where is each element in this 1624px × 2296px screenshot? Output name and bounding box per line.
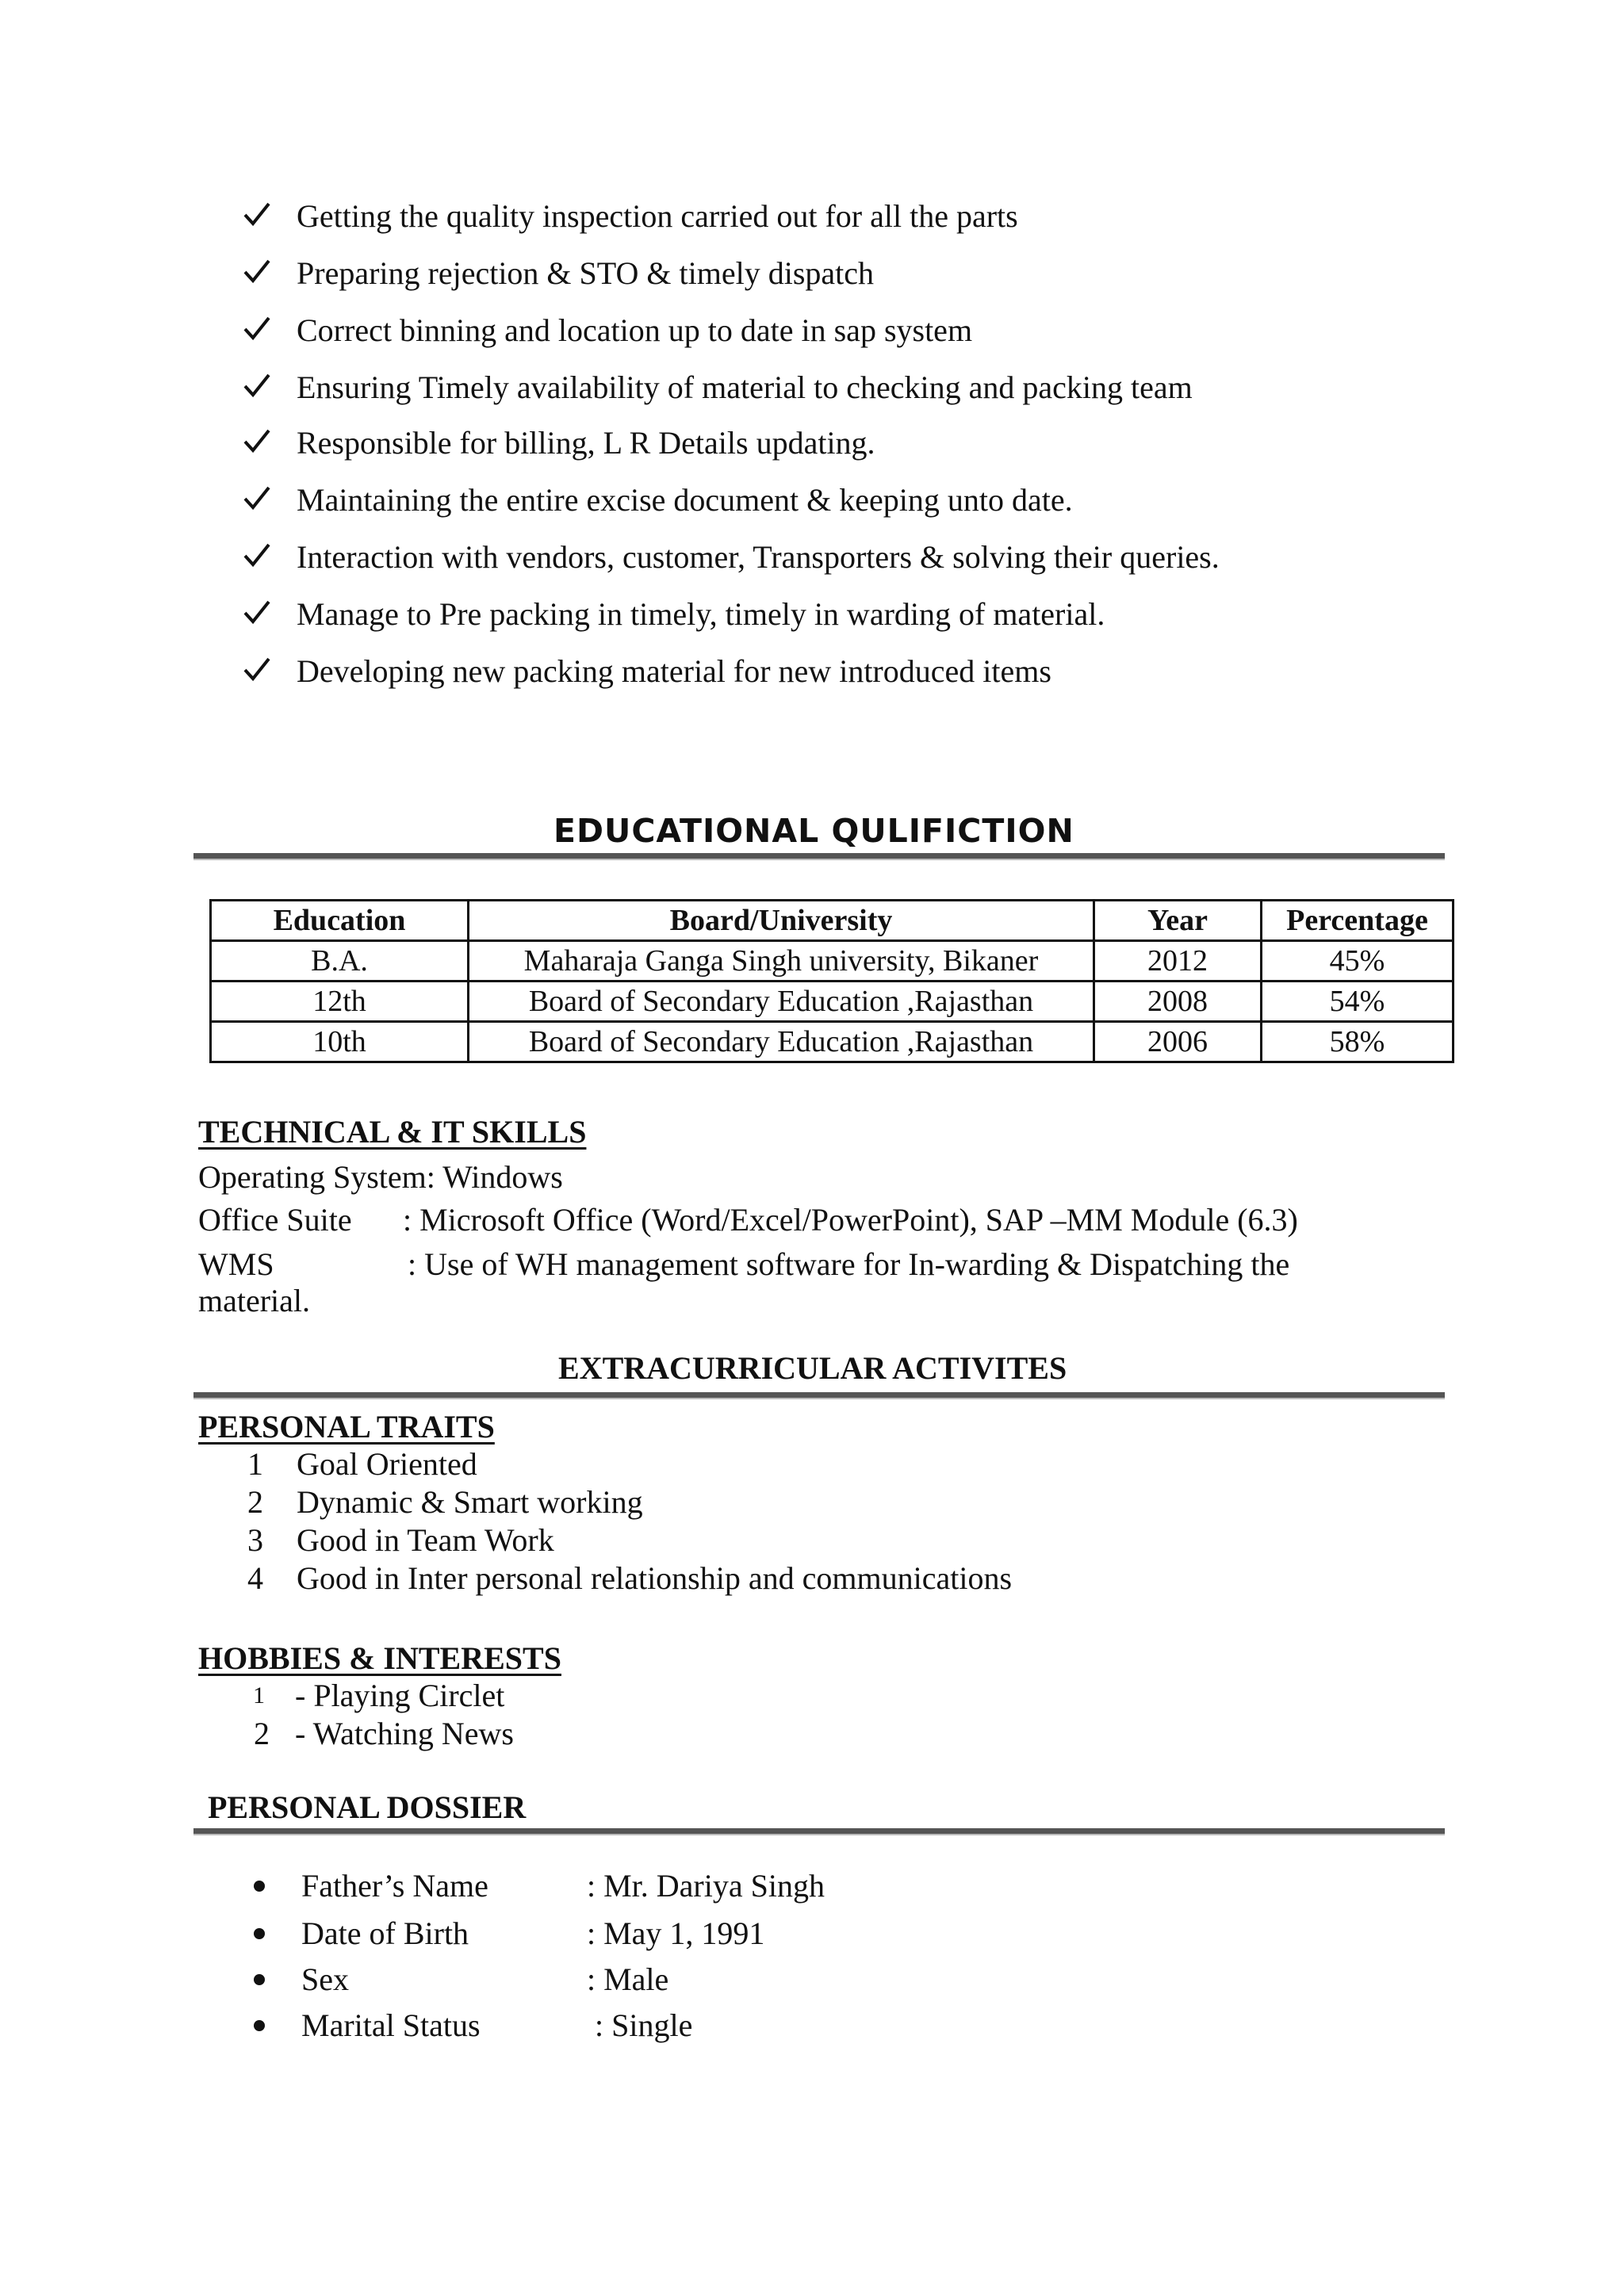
- education-table: [209, 899, 1454, 1063]
- bullet-icon: [254, 1974, 265, 1985]
- dossier-heading: PERSONAL DOSSIER: [208, 1789, 527, 1825]
- table-row: [211, 982, 1454, 1022]
- bullet-icon: [254, 1928, 265, 1939]
- hobbies-heading: HOBBIES & INTERESTS: [198, 1640, 561, 1676]
- checkmark-icon: [243, 427, 271, 455]
- table-cell: Maharaja Ganga Singh university, Bikaner: [469, 941, 1094, 982]
- column-header: Percentage: [1262, 901, 1454, 941]
- wms-continuation: material.: [198, 1283, 311, 1318]
- table-cell: 12th: [211, 982, 469, 1022]
- dossier-label: Sex: [301, 1961, 349, 1997]
- education-heading: EDUCATIONAL QULIFICTION: [553, 812, 1074, 850]
- section-divider: [193, 1828, 1445, 1835]
- table-cell: 45%: [1262, 941, 1454, 982]
- table-cell: 2008: [1094, 982, 1262, 1022]
- wms-value: : Use of WH management software for In-warding & Dispatching the: [408, 1246, 1290, 1282]
- operating-system-line: Operating System: Windows: [198, 1159, 563, 1195]
- column-header: Year: [1094, 901, 1262, 941]
- list-number: 1: [253, 1682, 265, 1709]
- duty-text: Preparing rejection & STO & timely dispatch: [297, 255, 875, 291]
- list-item: Good in Inter personal relationship and communications: [297, 1560, 1013, 1596]
- duty-text: Developing new packing material for new introduced items: [297, 653, 1051, 689]
- column-header: Board/University: [469, 901, 1094, 941]
- table-row: [211, 941, 1454, 982]
- duty-text: Maintaining the entire excise document & keeping unto date.: [297, 482, 1073, 518]
- table-cell: 54%: [1262, 982, 1454, 1022]
- duty-text: Interaction with vendors, customer, Transporters & solving their queries.: [297, 539, 1220, 575]
- table-cell: Board of Secondary Education ,Rajasthan: [469, 982, 1094, 1022]
- office-suite-label: Office Suite: [198, 1202, 352, 1238]
- checkmark-icon: [243, 200, 271, 228]
- bullet-icon: [254, 2020, 265, 2031]
- list-item: Goal Oriented: [297, 1446, 477, 1482]
- checkmark-icon: [243, 541, 271, 569]
- table-cell: 10th: [211, 1022, 469, 1062]
- table-cell: 2006: [1094, 1022, 1262, 1062]
- list-item: - Playing Circlet: [295, 1678, 505, 1713]
- table-cell: Board of Secondary Education ,Rajasthan: [469, 1022, 1094, 1062]
- checkmark-icon: [243, 598, 271, 626]
- dossier-label: Date of Birth: [301, 1915, 469, 1951]
- extracurricular-heading: EXTRACURRICULAR ACTIVITES: [558, 1350, 1067, 1386]
- list-number: 4: [247, 1560, 263, 1596]
- checkmark-icon: [243, 484, 271, 512]
- bullet-icon: [254, 1881, 265, 1892]
- checkmark-icon: [243, 257, 271, 285]
- dossier-label: Marital Status: [301, 2007, 481, 2043]
- dossier-value: : Male: [587, 1961, 669, 1997]
- dossier-value: : May 1, 1991: [587, 1915, 765, 1951]
- list-number: 2: [254, 1716, 270, 1751]
- dossier-value: : Single: [587, 2007, 693, 2043]
- table-cell: B.A.: [211, 941, 469, 982]
- column-header: Education: [211, 901, 469, 941]
- traits-heading: PERSONAL TRAITS: [198, 1409, 495, 1445]
- dossier-value: : Mr. Dariya Singh: [587, 1868, 825, 1904]
- section-divider: [193, 1392, 1445, 1399]
- duty-text: Manage to Pre packing in timely, timely in warding of material.: [297, 596, 1105, 632]
- list-item: Good in Team Work: [297, 1522, 554, 1558]
- section-divider: [193, 853, 1445, 860]
- list-item: - Watching News: [295, 1716, 514, 1751]
- table-cell: 2012: [1094, 941, 1262, 982]
- table-cell: 58%: [1262, 1022, 1454, 1062]
- list-number: 3: [247, 1522, 263, 1558]
- table-header-row: [211, 901, 1454, 941]
- list-number: 2: [247, 1484, 263, 1520]
- list-number: 1: [247, 1446, 263, 1482]
- checkmark-icon: [243, 314, 271, 342]
- technical-heading: TECHNICAL & IT SKILLS: [198, 1114, 587, 1150]
- duty-text: Responsible for billing, L R Details updating.: [297, 425, 875, 461]
- wms-label: WMS: [198, 1246, 274, 1282]
- table-row: [211, 1022, 1454, 1062]
- checkmark-icon: [243, 655, 271, 683]
- checkmark-icon: [243, 371, 271, 400]
- duty-text: Correct binning and location up to date in sap system: [297, 312, 973, 348]
- office-suite-value: : Microsoft Office (Word/Excel/PowerPoint), SAP –MM Module (6.3): [403, 1202, 1298, 1238]
- dossier-label: Father’s Name: [301, 1868, 488, 1904]
- duty-text: Ensuring Timely availability of material to checking and packing team: [297, 369, 1193, 405]
- list-item: Dynamic & Smart working: [297, 1484, 643, 1520]
- duty-text: Getting the quality inspection carried out for all the parts: [297, 198, 1018, 234]
